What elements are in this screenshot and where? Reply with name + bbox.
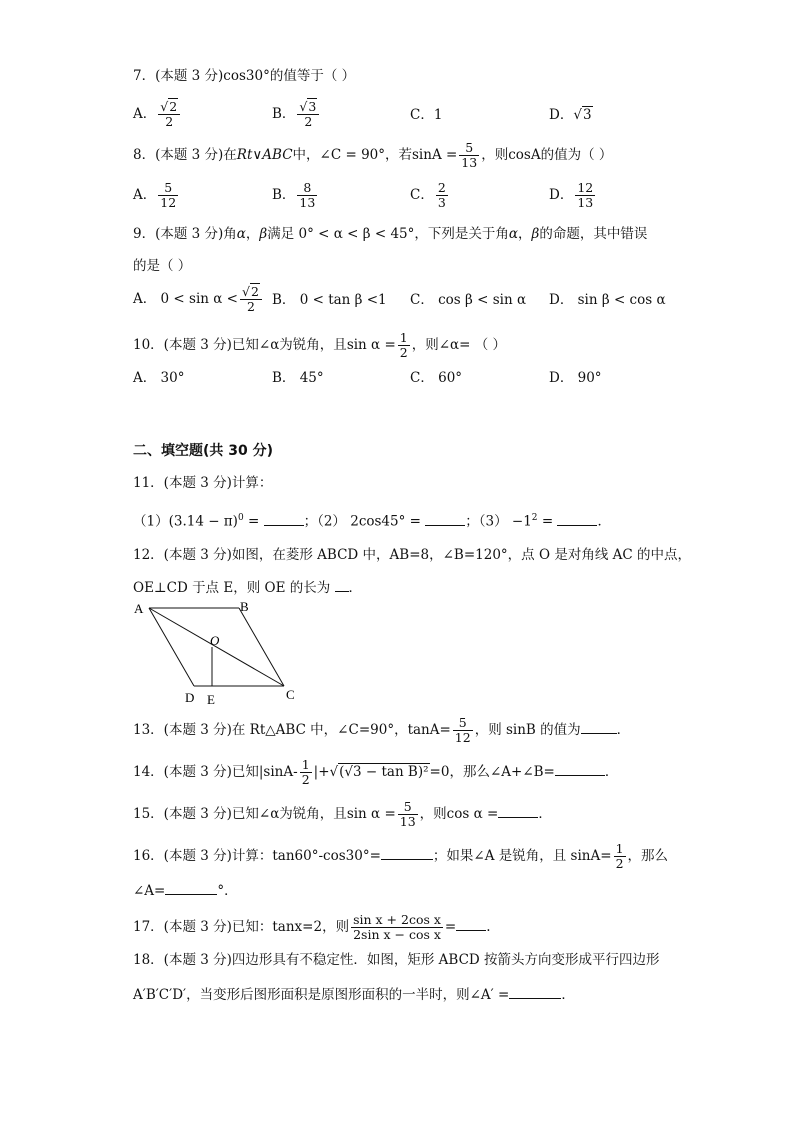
q18-stem-line2 [133,984,575,1005]
q11-part2: ；（2） 2cos45° = [303,513,421,530]
period: ． [348,580,363,596]
fraction [436,181,448,210]
q14-text: 14．(本题 3 分)已知|sinA- [133,764,298,780]
q15-stem [133,800,552,829]
option-label: D． [549,107,574,123]
option-value: 1 [433,107,443,123]
radicand: 2 [250,284,259,299]
q8-option-d[interactable] [549,181,597,210]
fraction [351,913,443,942]
period: . [486,919,491,935]
q10-option-a[interactable]: A． 30° [133,370,185,386]
answer-blank[interactable] [509,984,561,999]
q8-text: 中，∠C = 90°，若 [292,147,412,163]
q9-alpha: α [236,226,246,242]
q17-text: = [444,919,457,935]
q9-option-c[interactable]: C． cos β < sin α [410,292,527,308]
q8-cos: cosA [508,147,541,163]
q16-stem-line1 [133,842,668,871]
q7-text: 的值等于（ ） [269,68,356,84]
vertex-label-e: E [207,692,215,707]
answer-blank[interactable] [264,511,304,526]
numerator: 1 [301,757,310,772]
denominator: 12 [454,730,471,745]
q12-text: OE⊥CD 于点 E，则 OE 的长为 [133,580,331,596]
denominator: 13 [399,814,416,829]
q7-option-d[interactable]: D．√3 [549,107,592,123]
side-da [149,608,194,686]
denominator: 2 [165,114,174,129]
answer-blank[interactable] [557,511,597,526]
denominator: 13 [577,195,594,210]
q8-triangle: Rt∨ABC [236,147,293,163]
q9-stem-line2: 的是（ ） [133,258,192,274]
q15-cos: cos α = [446,806,499,822]
q9-option-a[interactable] [133,285,264,314]
radicand: 2 [169,99,178,114]
q7-expr: cos30° [223,68,270,84]
q11-part3: ；（3） −1 [465,513,532,530]
denominator: 13 [299,195,316,210]
fraction [614,842,626,871]
q11-part1: （1）(3.14 − π) [133,513,238,530]
q8-number: 8．(本题 3 分)在 [133,147,237,163]
q14-text: =0，那么∠A+∠B= [429,764,555,780]
q13-stem [133,716,630,745]
side-bc [239,608,284,686]
denominator: 2 [399,345,408,360]
q8-stem [133,141,612,170]
q9-alpha: α [508,226,519,242]
q7-option-c[interactable] [410,105,442,125]
q9-stem-line1 [133,224,647,244]
numerator: √2 [240,285,262,300]
q7-stem [133,66,355,86]
option-label: A． [133,106,157,122]
exponent: 2 [531,513,538,523]
q7-option-a[interactable] [133,100,182,129]
option-label: B． [272,187,296,203]
fraction [297,100,319,129]
fraction [453,716,473,745]
radicand: 3 [308,99,317,114]
numerator: √2 [158,100,180,115]
answer-blank[interactable] [555,761,605,776]
rhombus-figure [128,598,308,708]
fraction [459,141,479,170]
option-label: A． [133,187,157,203]
q9-option-d[interactable]: D． sin β < cos α [549,292,666,308]
q8-option-b[interactable] [272,181,319,210]
answer-blank[interactable] [581,719,617,734]
numerator: 1 [399,330,408,345]
answer-blank[interactable] [165,880,217,895]
q9-condition: 满足 0° < α < β < 45°，下列是关于角 [267,226,509,242]
q17-text: 17．(本题 3 分)已知：tanx=2，则 [133,919,350,935]
numerator: 5 [459,141,479,156]
q10-text: ，则∠α= （ ） [411,337,507,353]
numerator: 1 [615,841,624,856]
q15-sin: sin α = [346,806,396,822]
denominator: 2 [304,114,313,129]
numerator: 2 [437,180,446,195]
answer-blank[interactable] [425,511,465,526]
fraction [300,758,312,787]
numerator: 8 [297,181,317,196]
q13-text: 13．(本题 3 分)在 Rt△ABC 中，∠C=90°，tanA= [133,722,451,738]
radicand: 3 [582,107,592,123]
numerator: sin x + 2cos x [353,912,441,927]
q10-number: 10．(本题 3 分)已知∠α为锐角，且 [133,337,347,353]
vertex-label-d: D [185,690,195,705]
radicand: (√3 − tan B)² [339,764,429,780]
q10-option-d[interactable]: D． 90° [549,370,602,386]
answer-blank[interactable] [335,577,349,592]
option-label: C． [410,187,434,203]
q15-text: 15．(本题 3 分)已知∠α为锐角，且 [133,806,347,822]
q16-stem-line2 [133,880,238,901]
vertex-label-a: A [134,601,144,616]
q15-text: ，则 [419,806,447,822]
q9-option-b[interactable]: B． 0 < tan β <1 [272,292,387,308]
q10-option-c[interactable]: C． 60° [410,370,463,386]
q7-option-b[interactable] [272,100,321,129]
numerator: √3 [297,100,319,115]
period: ． [538,806,552,822]
fraction [158,100,180,129]
vertex-label-b: B [240,599,249,614]
vertex-label-c: C [286,687,295,702]
q11-stem: 11．(本题 3 分)计算： [133,475,273,491]
equals: = [537,513,554,530]
q9-beta: β [259,226,268,242]
q13-text: ，则 sinB 的值为 [474,722,581,738]
q12-stem-line2 [133,577,362,598]
q18-stem-line1: 18．(本题 3 分)四边形具有不稳定性．如图，矩形 ABCD 按箭头方向变形成平行四边形 [133,952,660,968]
section-heading: 二、填空题(共 30 分) [133,443,274,459]
equals: = [243,513,260,530]
fraction [158,181,178,210]
denominator: 2sin x − cos x [353,927,441,942]
fraction [575,181,595,210]
q16-text: ∠A= [133,883,166,899]
period: ． [616,722,631,738]
q12-stem-line1: 12．(本题 3 分)如图，在菱形 ABCD 中，AB=8，∠B=120°，点 O 是对角线 AC 的中点， [133,547,691,563]
q9-number: 9．(本题 3 分)角 [133,226,237,242]
q8-sin: sinA = [412,147,458,163]
period: ． [604,764,619,780]
answer-blank[interactable] [456,916,486,931]
numerator: 12 [577,180,594,195]
numerator: 5 [453,716,473,731]
q8-text: ，则 [481,147,509,163]
period: ． [597,513,611,530]
option-label: B． [272,106,296,122]
q10-option-b[interactable]: B． 45° [272,370,324,386]
q18-text: A′B′C′D′，当变形后图形面积是原图形面积的一半时，则∠A′ = [133,987,510,1003]
numerator: 5 [158,181,178,196]
answer-blank[interactable] [498,803,538,818]
q7-number: 7．(本题 3 分) [133,68,224,84]
denominator: 2 [301,772,310,787]
q17-stem [133,913,491,942]
denominator: 12 [160,195,177,210]
q9-comma: ， [245,226,260,242]
denominator: 2 [615,856,624,871]
fraction [398,331,410,360]
option-label: C． [410,107,434,123]
exponent: 0 [237,513,244,523]
q9-condition-tail: 的命题，其中错误 [539,226,648,242]
period: ． [561,987,575,1003]
fraction [297,181,317,210]
q14-text: |+ [313,764,330,780]
q8-option-c[interactable] [410,181,450,210]
denominator: 3 [437,195,446,210]
point-label-o: O [210,633,220,648]
q16-text: ，那么 [627,848,669,864]
q16-text: °． [217,883,238,899]
option-label: D． [549,187,574,203]
denominator: 13 [461,155,478,170]
option-text: A． 0 < sin α < [133,291,238,307]
q16-text: 16．(本题 3 分)计算：tan60°-cos30°= [133,848,381,864]
q14-stem: 14．(本题 3 分)已知|sinA- $\frac{1}{2}$ |+√(√3 − tan B)²=0，那么∠A+∠B= ． [133,757,619,787]
q10-sin: sin α = [346,337,396,353]
q16-text: ；如果∠A 是锐角，且 sinA= [432,848,612,864]
q11-parts [133,508,611,532]
q10-stem [133,331,506,360]
fraction [240,285,262,314]
answer-blank[interactable] [381,845,433,860]
denominator: 2 [246,299,255,314]
q8-text: 的值为（ ） [540,147,613,163]
numerator: 5 [398,800,418,815]
q9-comma: ， [518,226,532,242]
q8-option-a[interactable] [133,181,180,210]
fraction [398,800,418,829]
q9-beta: β [531,226,540,242]
